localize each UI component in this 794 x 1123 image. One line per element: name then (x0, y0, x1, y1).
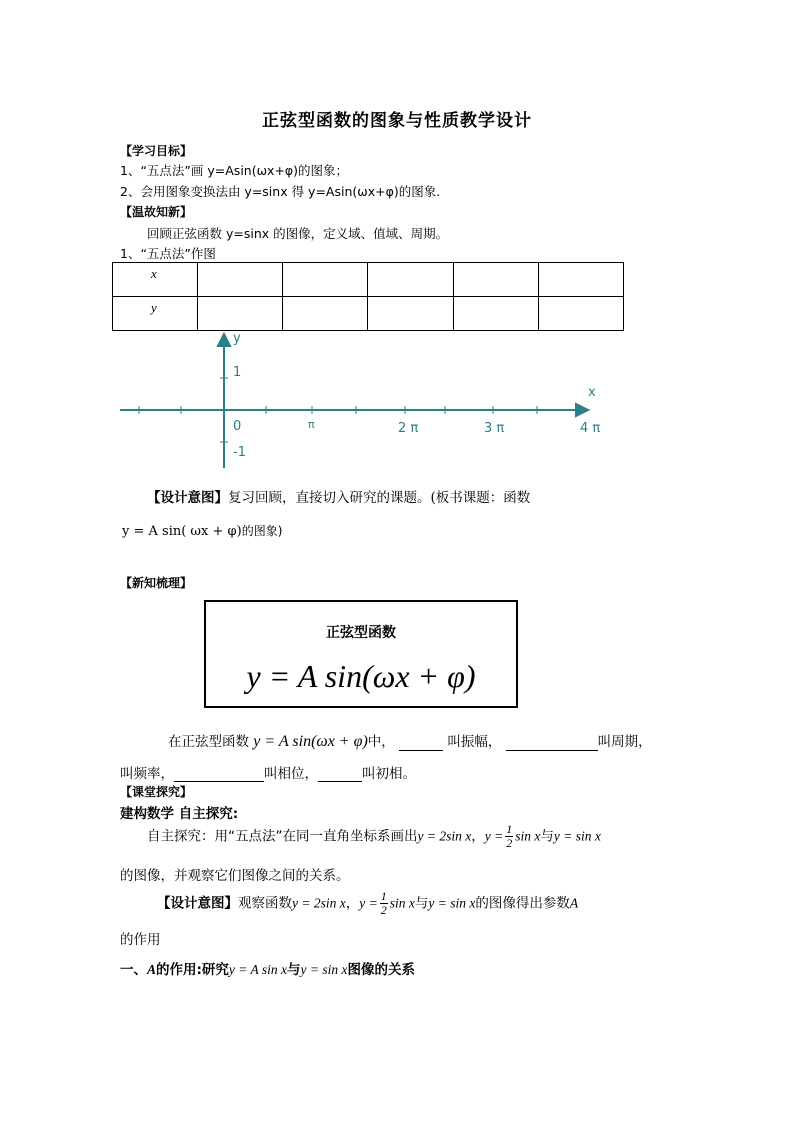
y-axis-label: y (233, 331, 241, 346)
blank-initial-phase (318, 767, 362, 782)
section-1-f1: y = A sin x (228, 962, 288, 977)
design-intent-1 (147, 486, 530, 506)
intent2-A: A (569, 895, 579, 911)
x-tick-2pi: 2 π (398, 421, 419, 436)
intent2-f1: y = 2sin x (292, 895, 346, 911)
explore-y-eq: y = (484, 828, 504, 844)
label-period: 叫周期， (597, 734, 652, 750)
explore-with: 与 (540, 828, 554, 845)
design-intent-2 (157, 890, 578, 917)
intent2-mid: 的图像得出参数 (475, 895, 570, 912)
label-amplitude: 叫振幅， (447, 734, 502, 750)
fill-blank-line-2 (120, 762, 416, 782)
review-text: 回顾正弦函数 y=sinx 的图像，定义域、值域、周期。 (147, 226, 449, 241)
fraction-numerator: 1 (380, 889, 387, 903)
intent2-f3: y = sin x (428, 895, 476, 911)
document-title: 正弦型函数的图象与性质教学设计 (262, 111, 532, 131)
blank-zhong: 中， (367, 734, 395, 750)
label-initial-phase: 叫初相。 (362, 766, 416, 782)
explore-comma: ， (471, 828, 485, 845)
label-frequency: 叫频率， (120, 766, 174, 782)
x-tick-4pi: 4 π (580, 421, 601, 436)
origin-label: 0 (233, 419, 242, 434)
section-1-text2: 图像的关系 (347, 962, 416, 978)
blank-amplitude (399, 736, 443, 751)
section-1-with: 与 (287, 962, 301, 978)
formula-box-formula: y = A sin(ωx + φ) (246, 658, 476, 694)
review-heading: 【温故知新】 (120, 205, 193, 219)
x-tick-3pi: 3 π (484, 421, 505, 436)
fraction-denominator: 2 (380, 903, 387, 917)
blank-prefix: 在正弦型函数 (168, 734, 249, 750)
section-1-A: A (147, 962, 157, 977)
fraction-half (380, 890, 388, 917)
intent-formula: y = A sin( ωx + φ) (122, 524, 242, 539)
fraction-denominator: 2 (506, 836, 513, 850)
blank-period (506, 736, 598, 751)
blank-formula: y = A sin(ωx + φ) (253, 733, 368, 750)
x-tick-pi: π (308, 418, 315, 431)
objective-item-1: 1、“五点法”画 y=Asin(ωx+φ)的图象； (120, 163, 349, 178)
y-axis-arrow (218, 334, 230, 346)
section-1-heading (120, 958, 415, 978)
fraction-half (505, 823, 513, 850)
section-1-text1: 的作用:研究 (156, 962, 229, 978)
fraction-numerator: 1 (506, 822, 513, 836)
new-knowledge-heading: 【新知梳理】 (120, 576, 193, 590)
objective-item-2: 2、会用图象变换法由 y=sinx 得 y=Asin(ωx+φ)的图象. (120, 184, 441, 199)
five-point-label: 1、“五点法”作图 (120, 246, 216, 261)
intent2-line-2: 的作用 (120, 932, 161, 948)
table-header-y: y (113, 297, 198, 331)
intent2-label: 【设计意图】 (157, 895, 238, 912)
label-phase: 叫相位， (264, 766, 318, 782)
intent2-y-eq: y = (359, 895, 378, 911)
y-tick-1: 1 (233, 365, 242, 380)
coordinate-axes (0, 0, 794, 480)
intent2-prefix: 观察函数 (238, 895, 292, 912)
explore-f3: y = sin x (553, 828, 601, 844)
x-axis-label: x (588, 385, 596, 400)
explore-sinx: sin x (515, 828, 541, 844)
explore-subheading: 建构数学 自主探究: (120, 806, 239, 822)
section-1-f2: y = sin x (300, 962, 348, 977)
formula-box-title: 正弦型函数 (326, 625, 396, 641)
intent2-comma: ， (345, 895, 360, 912)
intent2-sinx: sin x (389, 895, 415, 911)
explore-line-2: 的图像，并观察它们图像之间的关系。 (120, 868, 350, 884)
fill-blank-line-1 (168, 730, 652, 751)
intent-formula-line (122, 522, 282, 539)
explore-heading: 【课堂探究】 (120, 785, 193, 799)
intent-suffix: 的图象) (241, 524, 283, 538)
intent-text: 复习回顾，直接切入研究的课题。(板书课题：函数 (228, 490, 531, 506)
explore-prefix: 自主探究：用“五点法”在同一直角坐标系画出 (147, 828, 418, 845)
explore-line-1 (147, 823, 601, 850)
section-1-number: 一、 (120, 962, 147, 978)
y-tick-neg-1: -1 (233, 445, 246, 460)
intent2-with: 与 (414, 895, 429, 912)
x-axis-arrow (576, 404, 588, 416)
objectives-heading: 【学习目标】 (120, 144, 193, 158)
intent-label: 【设计意图】 (147, 490, 228, 506)
table-header-x: x (113, 263, 198, 297)
explore-f1: y = 2sin x (417, 828, 472, 844)
formula-box (204, 600, 518, 708)
blank-phase (174, 767, 264, 782)
